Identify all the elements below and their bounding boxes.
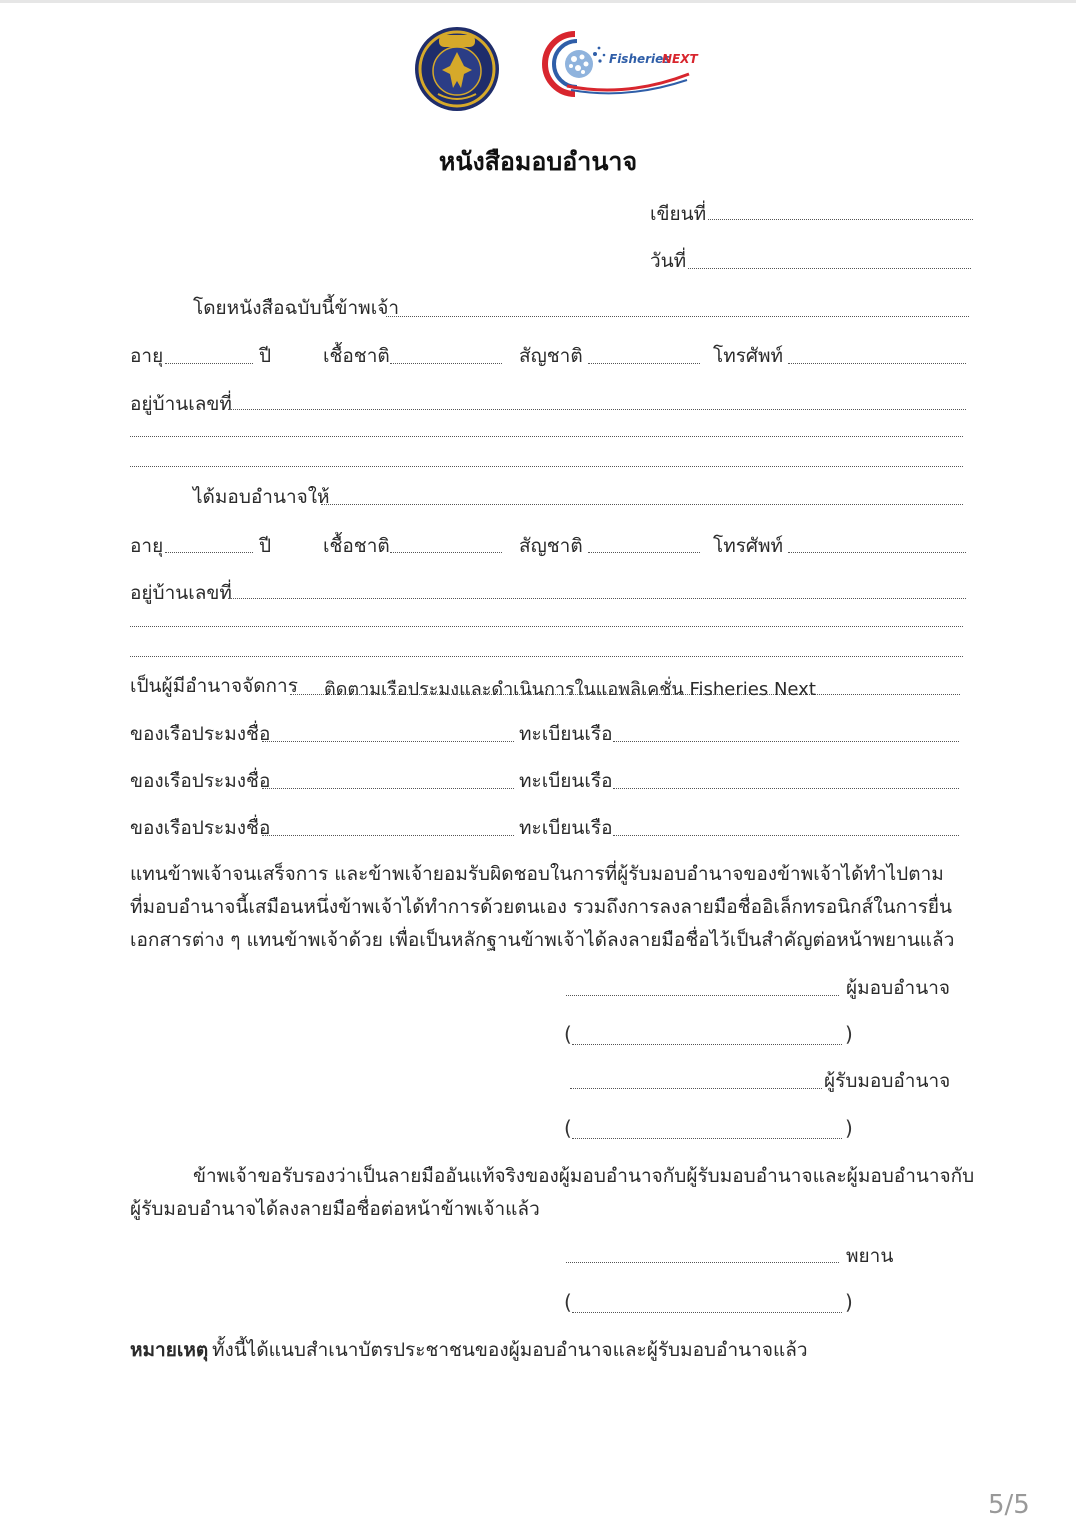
body-line-3: เอกสารต่าง ๆ แทนข้าพเจ้าด้วย เพื่อเป็นหลักฐานข้าพเจ้าได้ลงลายมือชื่อไว้เป็นสำคัญต่อหน้าพยานแล้ว [130, 929, 955, 951]
grantor-paren-close: ) [845, 1022, 853, 1046]
witness-printed-name-line[interactable] [572, 1312, 842, 1313]
grantee-address-line-3[interactable] [130, 656, 963, 657]
grantor-race-line[interactable] [390, 363, 502, 364]
note-text: ทั้งนี้ได้แนบสำเนาบัตรประชาชนของผู้มอบอำนาจและผู้รับมอบอำนาจแล้ว [212, 1339, 808, 1361]
vessel-1-reg-line[interactable] [613, 741, 959, 742]
vessel-3-reg-line[interactable] [613, 835, 959, 836]
witness-signature-line[interactable] [566, 1262, 839, 1263]
vessel-1-name-line[interactable] [262, 741, 514, 742]
logo-text-fisheries: Fisheries [609, 52, 671, 66]
grantor-age-label: อายุ [130, 345, 164, 367]
grantor-printed-name-line[interactable] [572, 1044, 842, 1045]
date-line[interactable] [688, 268, 971, 269]
body-line-1: แทนข้าพเจ้าจนเสร็จการ และข้าพเจ้ายอมรับผิดชอบในการที่ผู้รับมอบอำนาจของข้าพเจ้าได้ทำไปตาม [130, 863, 944, 885]
grant-label: ได้มอบอำนาจให้ [193, 486, 330, 508]
grantor-address-line-3[interactable] [130, 466, 963, 467]
grantor-age-line[interactable] [165, 363, 253, 364]
grantee-paren-close: ) [845, 1116, 853, 1140]
grantor-address-line-1[interactable] [228, 409, 966, 410]
written-at-label: เขียนที่ [650, 203, 707, 225]
vessel-3-name-label: ของเรือประมงชื่อ [130, 817, 271, 839]
grantor-race-label: เชื้อชาติ [323, 345, 390, 367]
authority-label: เป็นผู้มีอำนาจจัดการ [130, 675, 298, 697]
grantee-phone-label: โทรศัพท์ [713, 535, 784, 557]
grantor-phone-line[interactable] [788, 363, 966, 364]
grantor-name-line[interactable] [386, 316, 969, 317]
grantor-address-label: อยู่บ้านเลขที่ [130, 393, 232, 415]
page-indicator: 5/5 [988, 1490, 1030, 1520]
grantor-nationality-label: สัญชาติ [519, 345, 583, 367]
grantee-nationality-label: สัญชาติ [519, 535, 583, 557]
witness-label: พยาน [846, 1245, 894, 1267]
grantee-signature-label: ผู้รับมอบอำนาจ [824, 1070, 951, 1092]
document-title: หนังสือมอบอำนาจ [438, 147, 638, 176]
vessel-3-reg-label: ทะเบียนเรือ [519, 817, 613, 839]
grantee-year-label: ปี [259, 535, 272, 557]
authority-value: ติดตามเรือประมงและดำเนินการในแอพลิเคชั่น Fisheries Next [324, 679, 816, 700]
witness-paren-open: ( [564, 1290, 572, 1314]
top-edge [0, 0, 1076, 3]
witness-paren-close: ) [845, 1290, 853, 1314]
logo-text-next: NEXT [662, 52, 698, 66]
vessel-2-name-label: ของเรือประมงชื่อ [130, 770, 271, 792]
grantor-phone-label: โทรศัพท์ [713, 345, 784, 367]
grantee-address-label: อยู่บ้านเลขที่ [130, 582, 232, 604]
grantee-paren-open: ( [564, 1116, 572, 1140]
grantor-signature-line[interactable] [566, 995, 839, 996]
grantee-address-line-2[interactable] [130, 626, 963, 627]
vessel-3-name-line[interactable] [262, 835, 514, 836]
grantor-nationality-line[interactable] [588, 363, 700, 364]
vessel-1-name-label: ของเรือประมงชื่อ [130, 723, 271, 745]
grantee-signature-line[interactable] [570, 1088, 822, 1089]
vessel-1-reg-label: ทะเบียนเรือ [519, 723, 613, 745]
note-label: หมายเหตุ [130, 1339, 209, 1361]
grantee-age-line[interactable] [165, 552, 253, 553]
grantor-signature-label: ผู้มอบอำนาจ [846, 977, 950, 999]
department-seal-logo [414, 26, 500, 112]
vessel-2-name-line[interactable] [262, 788, 514, 789]
grantee-race-label: เชื้อชาติ [323, 535, 390, 557]
grantee-address-line-1[interactable] [228, 598, 966, 599]
date-label: วันที่ [650, 250, 687, 272]
intro-label: โดยหนังสือฉบับนี้ข้าพเจ้า [193, 297, 400, 319]
fisheries-next-logo [537, 28, 698, 100]
grantee-name-line[interactable] [321, 504, 963, 505]
vessel-2-reg-line[interactable] [613, 788, 959, 789]
grantor-year-label: ปี [259, 345, 272, 367]
grantee-race-line[interactable] [390, 552, 502, 553]
grantee-nationality-line[interactable] [588, 552, 700, 553]
grantee-age-label: อายุ [130, 535, 164, 557]
body-line-2: ที่มอบอำนาจนี้เสมือนหนึ่งข้าพเจ้าได้ทำการด้วยตนเอง รวมถึงการลงลายมือชื่ออิเล็กทรอนิกส์ในการยื่น [130, 896, 953, 918]
grantor-paren-open: ( [564, 1022, 572, 1046]
written-at-line[interactable] [708, 219, 973, 220]
grantee-phone-line[interactable] [788, 552, 966, 553]
certify-line-1: ข้าพเจ้าขอรับรองว่าเป็นลายมืออันแท้จริงของผู้มอบอำนาจกับผู้รับมอบอำนาจและผู้มอบอำนาจกับ [193, 1165, 975, 1187]
certify-line-2: ผู้รับมอบอำนาจได้ลงลายมือชื่อต่อหน้าข้าพเจ้าแล้ว [130, 1198, 540, 1220]
grantee-printed-name-line[interactable] [572, 1138, 842, 1139]
vessel-2-reg-label: ทะเบียนเรือ [519, 770, 613, 792]
grantor-address-line-2[interactable] [130, 436, 963, 437]
